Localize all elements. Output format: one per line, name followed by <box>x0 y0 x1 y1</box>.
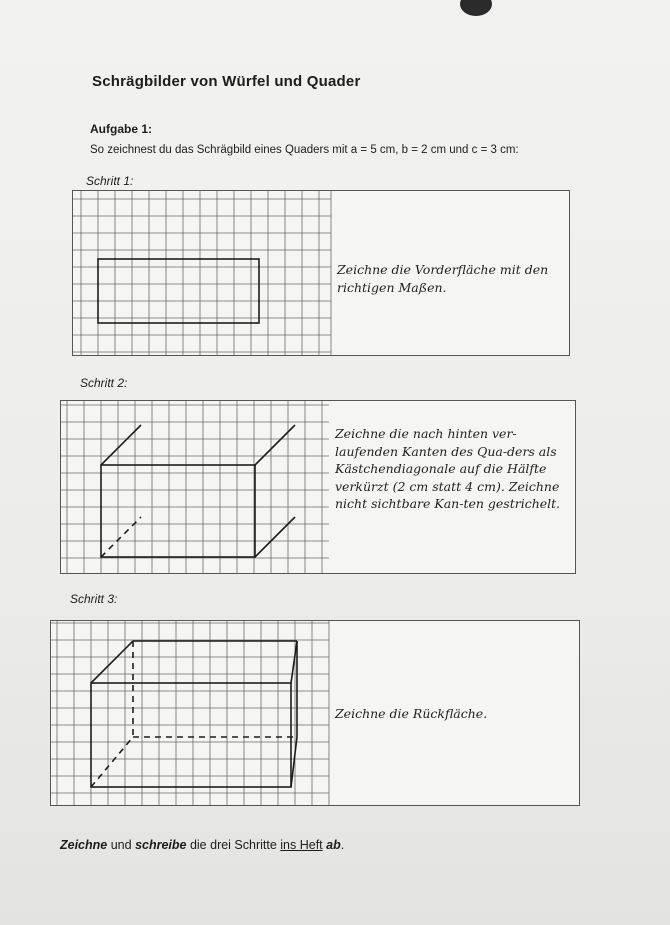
cuboid-step2 <box>101 425 295 557</box>
step3-instruction: Zeichne die Rückfläche. <box>335 706 488 721</box>
footer-verb-zeichne: Zeichne <box>60 838 108 852</box>
task-label: Aufgabe 1: <box>90 122 153 136</box>
footer-verb-schreibe: schreibe <box>135 838 187 852</box>
grid-lines <box>51 621 329 805</box>
step2-frame <box>60 400 576 574</box>
footer-particle: ab <box>322 838 341 852</box>
grid-lines <box>73 191 331 355</box>
step3-label: Schritt 3: <box>70 592 118 606</box>
step2-instruction: Zeichne die nach hinten ver-laufenden Kanten des Qua-ders als Kästchendiagonale auf die Hälfte verkürzt (2 cm statt 4 cm). Zeichne nicht sichtbare Kan-ten gestrichelt. <box>335 426 561 511</box>
step1-instruction: Zeichne die Vorderfläche mit den richtigen Maßen. <box>337 262 549 295</box>
step3-frame <box>50 620 580 806</box>
step1-frame <box>72 190 570 356</box>
page-title: Schrägbilder von Würfel und Quader <box>92 73 361 90</box>
step1-label: Schritt 1: <box>86 174 134 188</box>
task-text: So zeichnest du das Schrägbild eines Quaders mit a = 5 cm, b = 2 cm und c = 3 cm: <box>90 144 519 156</box>
punch-hole <box>460 0 492 16</box>
step2-label: Schritt 2: <box>80 376 128 390</box>
footer-instruction: Zeichne und schreibe die drei Schritte ins Heft ab. <box>60 838 345 852</box>
cuboid-step3 <box>91 641 297 787</box>
footer-place: ins Heft <box>280 838 323 852</box>
front-face <box>98 259 259 323</box>
